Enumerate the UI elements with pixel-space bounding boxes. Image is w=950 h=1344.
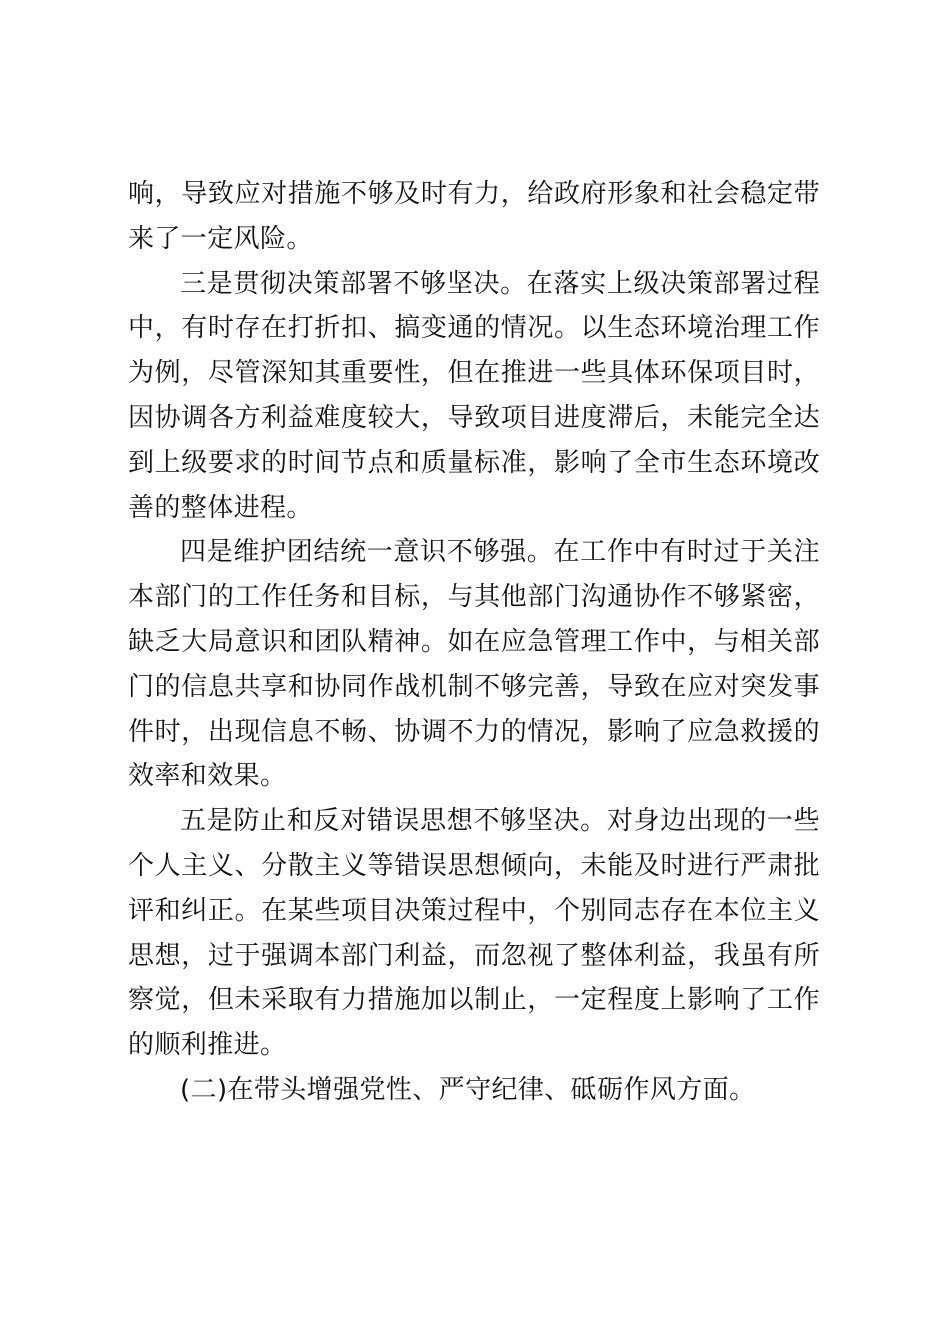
section-heading-two: (二)在带头增强党性、严守纪律、砥砺作风方面。 [180,1074,756,1105]
document-body [128,172,820,1113]
paragraph-continuation: 响，导致应对措施不够及时有力，给政府形象和社会稳定带来了一定风险。 [128,179,820,254]
paragraph-point-four: 四是维护团结统一意识不够强。在工作中有时过于关注本部门的工作任务和目标，与其他部门沟通协作不够紧密，缺乏大局意识和团队精神。如在应急管理工作中，与相关部门的信息共享和协同作战机制不够完善，导致在应对突发事件时，出现信息不畅、协调不力的情况，影响了应急救援的效率和效果。 [128,537,820,792]
paragraph-point-five: 五是防止和反对错误思想不够坚决。对身边出现的一些个人主义、分散主义等错误思想倾向，未能及时进行严肃批评和纠正。在某些项目决策过程中，个别同志存在本位主义思想，过于强调本部门利益，而忽视了整体利益，我虽有所察觉，但未采取有力措施加以制止，一定程度上影响了工作的顺利推进。 [128,806,820,1061]
paragraph-point-three: 三是贯彻决策部署不够坚决。在落实上级决策部署过程中，有时存在打折扣、搞变通的情况。以生态环境治理工作为例，尽管深知其重要性，但在推进一些具体环保项目时，因协调各方利益难度较大，导致项目进度滞后，未能完全达到上级要求的时间节点和质量标准，影响了全市生态环境改善的整体进程。 [128,268,820,523]
